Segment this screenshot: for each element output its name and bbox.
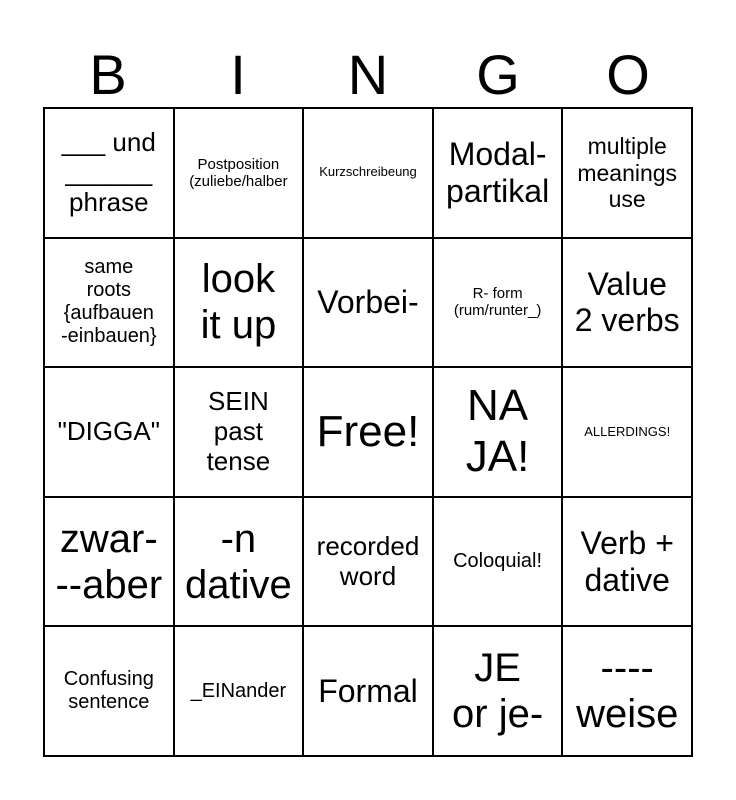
- bingo-cell-3-1[interactable]: "DIGGA": [44, 367, 174, 497]
- bingo-cell-2-2[interactable]: look it up: [174, 238, 304, 368]
- header-letter-g: G: [476, 43, 520, 106]
- bingo-cell-2-4[interactable]: R- form (rum/runter_): [433, 238, 563, 368]
- bingo-cell-3-3-free[interactable]: Free!: [303, 367, 433, 497]
- header-letter-o: O: [606, 43, 650, 106]
- bingo-board: [43, 107, 693, 757]
- bingo-cell-4-1[interactable]: zwar- --aber: [44, 497, 174, 627]
- bingo-cell-2-1[interactable]: same roots {aufbauen -einbauen}: [44, 238, 174, 368]
- bingo-cell-2-3[interactable]: Vorbei-: [303, 238, 433, 368]
- bingo-cell-1-1[interactable]: ___ und ______ phrase: [44, 108, 174, 238]
- bingo-cell-1-4[interactable]: Modal- partikal: [433, 108, 563, 238]
- bingo-cell-2-5[interactable]: Value 2 verbs: [562, 238, 692, 368]
- bingo-header: [43, 42, 693, 108]
- bingo-cell-3-2[interactable]: SEIN past tense: [174, 367, 304, 497]
- bingo-cell-1-5[interactable]: multiple meanings use: [562, 108, 692, 238]
- bingo-cell-4-2[interactable]: -n dative: [174, 497, 304, 627]
- bingo-cell-4-4[interactable]: Coloquial!: [433, 497, 563, 627]
- bingo-cell-4-3[interactable]: recorded word: [303, 497, 433, 627]
- bingo-cell-4-5[interactable]: Verb + dative: [562, 497, 692, 627]
- bingo-cell-5-1[interactable]: Confusing sentence: [44, 626, 174, 756]
- header-letter-b: B: [89, 43, 127, 106]
- bingo-cell-5-3[interactable]: Formal: [303, 626, 433, 756]
- bingo-cell-5-2[interactable]: _EINander: [174, 626, 304, 756]
- bingo-cell-1-2[interactable]: Postposition (zuliebe/halber: [174, 108, 304, 238]
- bingo-cell-3-5[interactable]: ALLERDINGS!: [562, 367, 692, 497]
- bingo-cell-3-4[interactable]: NA JA!: [433, 367, 563, 497]
- bingo-cell-1-3[interactable]: Kurzschreibeung: [303, 108, 433, 238]
- bingo-cell-5-4[interactable]: JE or je-: [433, 626, 563, 756]
- header-letter-i: I: [230, 43, 246, 106]
- header-letter-n: N: [347, 43, 389, 106]
- bingo-cell-5-5[interactable]: ---- weise: [562, 626, 692, 756]
